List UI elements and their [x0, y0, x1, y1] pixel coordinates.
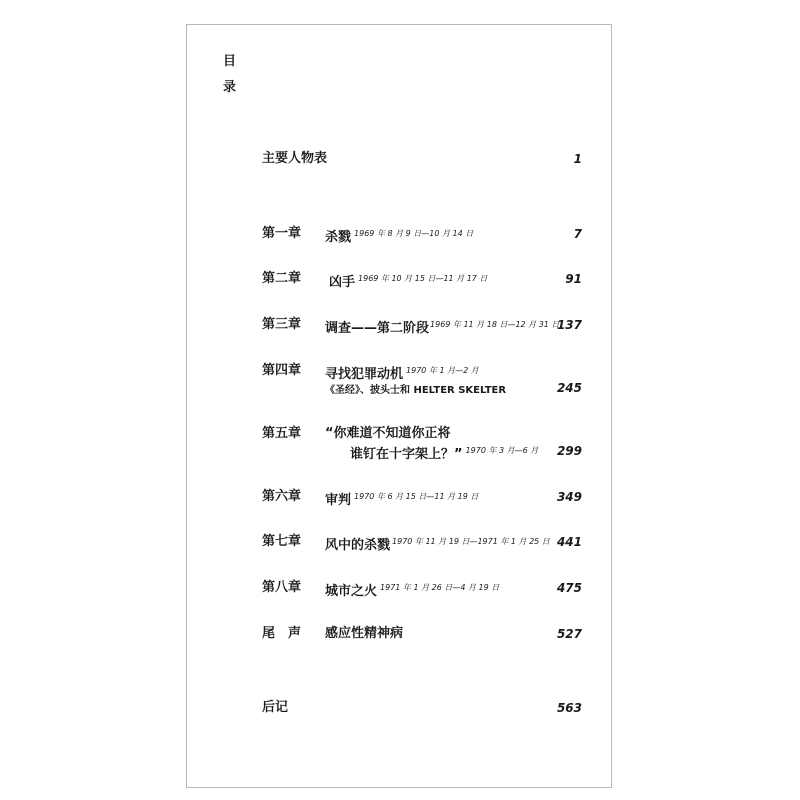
chapter-dates: 1970 年 11 月 19 日—1971 年 1 月 25 日 [392, 537, 550, 546]
page-number: 527 [556, 627, 582, 641]
page-number: 441 [556, 535, 582, 549]
chapter-title-text: 杀戮 [325, 230, 352, 245]
chapter-dates: 1971 年 1 月 26 日—4 月 19 日 [380, 583, 500, 592]
chapter-title-line2 [350, 443, 538, 463]
chapter-title-text: 调查——第二阶段 [325, 321, 430, 336]
epilogue-title: 感应性精神病 [325, 626, 404, 641]
page-number: 475 [556, 581, 582, 595]
page-number: 91 [565, 272, 582, 286]
chapter-dates: 1969 年 11 月 18 日—12 月 31 日 [430, 320, 560, 329]
chapter-label: 第六章 [262, 489, 302, 504]
page-number: 1 [573, 152, 582, 166]
toc-entry-chapter-3 [262, 317, 582, 341]
toc-entry-chapter-2 [262, 271, 582, 295]
toc-entry-chapter-6 [262, 489, 582, 513]
toc-entry-chapter-8 [262, 580, 582, 604]
chapter-title [325, 534, 550, 554]
chapter-dates: 1970 年 6 月 15 日—11 月 19 日 [354, 492, 479, 501]
book-page [186, 24, 612, 788]
toc-entry-afterword [262, 700, 582, 724]
toc-entry-epilogue [262, 626, 582, 650]
chapter-label: 第八章 [262, 580, 302, 595]
chapter-label: 第二章 [262, 271, 302, 286]
chapter-label: 第五章 [262, 426, 302, 441]
chapter-title-text: 风中的杀戮 [325, 538, 391, 553]
chapter-dates: 1969 年 10 月 15 日—11 月 17 日 [358, 274, 488, 283]
chapter-title [325, 489, 478, 509]
toc-heading-mu: 目 [223, 54, 237, 69]
page-number: 245 [556, 381, 582, 395]
toc-entry-chapter-7 [262, 534, 582, 558]
page-number: 7 [573, 227, 582, 241]
page-number: 563 [556, 701, 582, 715]
chapter-title-text: 寻找犯罪动机 [325, 367, 404, 382]
chapter-title [325, 317, 559, 337]
entry-title: 主要人物表 [262, 151, 328, 166]
chapter-dates: 1970 年 3 月—6 月 [465, 446, 539, 455]
chapter-title-line1: “你难道不知道你正将 [325, 426, 451, 441]
toc-heading-lu: 录 [223, 80, 237, 95]
chapter-title [325, 580, 499, 600]
chapter-dates: 1970 年 1 月—2 月 [406, 366, 479, 375]
toc-entry-chapter-5 [262, 426, 582, 466]
toc-entry-front [262, 151, 582, 175]
afterword-title: 后记 [262, 700, 289, 715]
chapter-dates: 1969 年 8 月 9 日—10 月 14 日 [354, 229, 474, 238]
chapter-label: 第三章 [262, 317, 302, 332]
chapter-title-text: 谁钉在十字架上？” [350, 447, 463, 462]
chapter-subtitle: 《圣经》、披头士和 HELTER SKELTER [325, 385, 507, 396]
chapter-label: 第一章 [262, 226, 302, 241]
chapter-title-text: 城市之火 [325, 584, 378, 599]
chapter-title [329, 271, 487, 291]
page-number: 349 [556, 490, 582, 504]
chapter-title-text: 审判 [325, 493, 352, 508]
epilogue-label: 尾 声 [262, 626, 302, 641]
chapter-title [325, 363, 479, 383]
page-number: 137 [556, 318, 582, 332]
chapter-label: 第七章 [262, 534, 302, 549]
chapter-title-text: 凶手 [329, 275, 356, 290]
chapter-label: 第四章 [262, 363, 302, 378]
toc-entry-chapter-4 [262, 363, 582, 403]
page-number: 299 [556, 444, 582, 458]
toc-entry-chapter-1 [262, 226, 582, 250]
chapter-title [325, 226, 473, 246]
